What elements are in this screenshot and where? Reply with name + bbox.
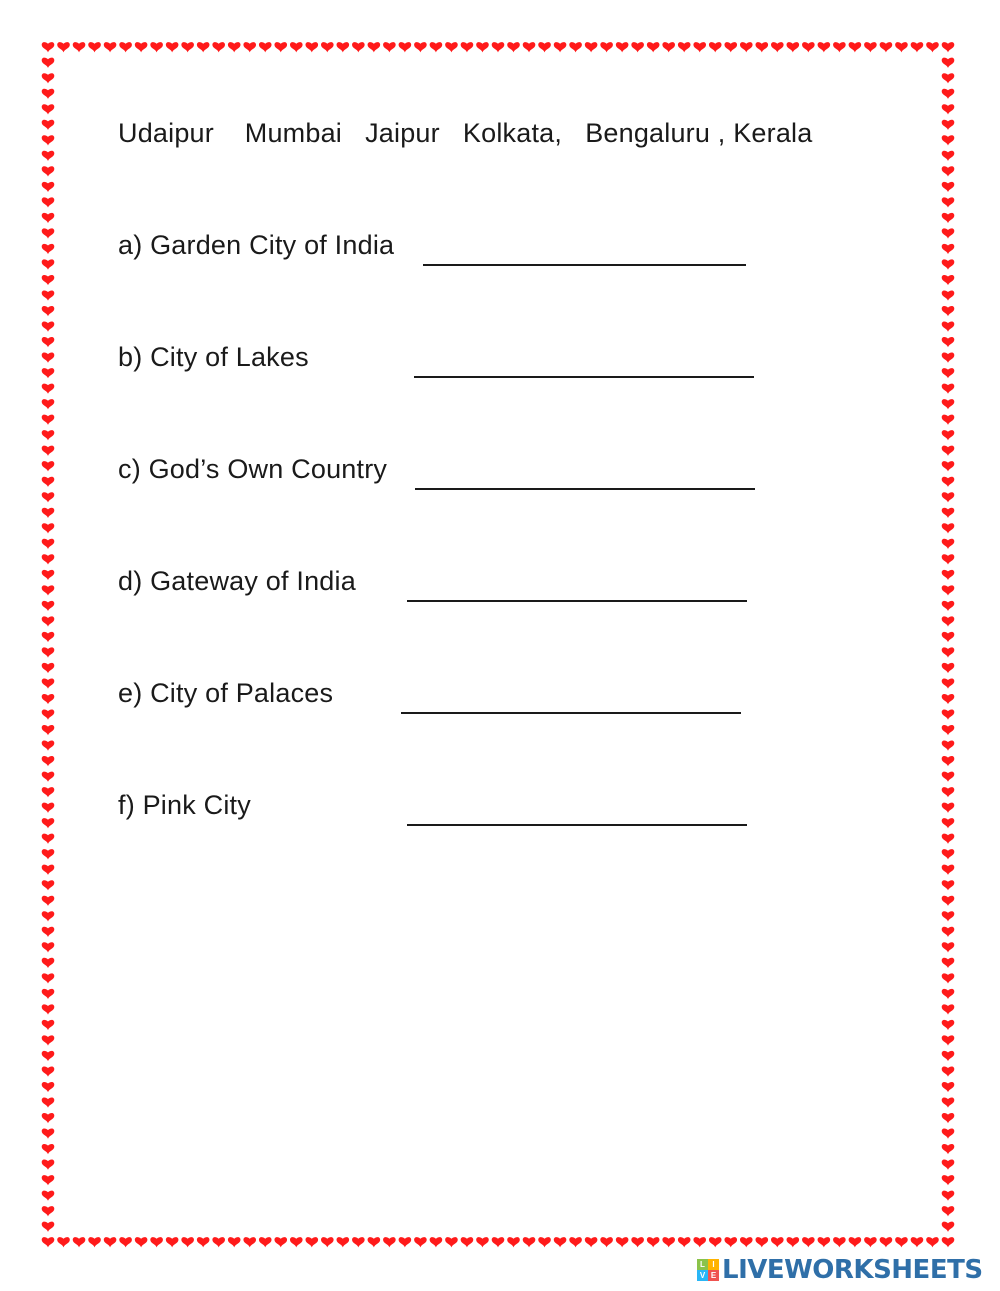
heart-icon (864, 42, 877, 52)
heart-icon (942, 461, 955, 471)
heart-icon (942, 213, 955, 223)
heart-icon (42, 1051, 55, 1061)
heart-icon (942, 42, 955, 52)
heart-icon (119, 1237, 132, 1247)
heart-icon (538, 1237, 551, 1247)
heart-icon (616, 42, 629, 52)
heart-icon (942, 787, 955, 797)
heart-icon (290, 1237, 303, 1247)
heart-icon (42, 89, 55, 99)
heart-icon (942, 1206, 955, 1216)
answer-blank-f[interactable] (407, 824, 747, 826)
answer-blank-b[interactable] (414, 376, 754, 378)
heart-icon (42, 927, 55, 937)
heart-icon (212, 1237, 225, 1247)
heart-icon (42, 725, 55, 735)
heart-icon (942, 678, 955, 688)
heart-icon (42, 306, 55, 316)
heart-icon (42, 166, 55, 176)
heart-icon (507, 42, 520, 52)
heart-icon (42, 958, 55, 968)
heart-icon (42, 818, 55, 828)
heart-icon (135, 1237, 148, 1247)
heart-icon (693, 42, 706, 52)
heart-icon (42, 554, 55, 564)
heart-icon (430, 42, 443, 52)
heart-icon (42, 368, 55, 378)
heart-icon (42, 430, 55, 440)
heart-icon (42, 384, 55, 394)
heart-icon (274, 1237, 287, 1247)
heart-icon (42, 322, 55, 332)
heart-icon (942, 1004, 955, 1014)
heart-icon (197, 42, 210, 52)
heart-icon (942, 399, 955, 409)
heart-icon (42, 58, 55, 68)
heart-icon (42, 151, 55, 161)
heart-icon (740, 42, 753, 52)
heart-icon (554, 42, 567, 52)
heart-icon (942, 135, 955, 145)
heart-icon (849, 42, 862, 52)
heart-icon (833, 1237, 846, 1247)
heart-icon (42, 709, 55, 719)
heart-icon (42, 1082, 55, 1092)
heart-icon (259, 42, 272, 52)
heart-icon (771, 42, 784, 52)
heart-icon (42, 1113, 55, 1123)
heart-icon (942, 570, 955, 580)
heart-icon (337, 42, 350, 52)
heart-icon (942, 1191, 955, 1201)
heart-icon (942, 1051, 955, 1061)
heart-icon (368, 42, 381, 52)
heart-icon (321, 1237, 334, 1247)
heart-icon (352, 1237, 365, 1247)
heart-icon (166, 42, 179, 52)
question-c-label: c) God’s Own Country (118, 454, 388, 484)
heart-icon (740, 1237, 753, 1247)
heart-icon (833, 42, 846, 52)
heart-icon (585, 1237, 598, 1247)
heart-icon (942, 151, 955, 161)
heart-icon (942, 120, 955, 130)
heart-icon (942, 322, 955, 332)
heart-icon (942, 275, 955, 285)
heart-icon (135, 42, 148, 52)
heart-icon (942, 989, 955, 999)
heart-icon (616, 1237, 629, 1247)
heart-icon (693, 1237, 706, 1247)
heart-icon (942, 1020, 955, 1030)
heart-icon (42, 1020, 55, 1030)
heart-icon (895, 1237, 908, 1247)
heart-icon (942, 384, 955, 394)
heart-icon (42, 228, 55, 238)
heart-icon (42, 492, 55, 502)
heart-icon (42, 880, 55, 890)
heart-icon (42, 772, 55, 782)
heart-icon (42, 213, 55, 223)
heart-icon (88, 1237, 101, 1247)
heart-icon (42, 849, 55, 859)
word-bank: Udaipur Mumbai Jaipur Kolkata, Bengaluru , Kerala (118, 118, 813, 148)
heart-icon (787, 42, 800, 52)
heart-icon (709, 42, 722, 52)
answer-blank-d[interactable] (407, 600, 747, 602)
heart-icon (42, 508, 55, 518)
heart-icon (880, 1237, 893, 1247)
heart-icon (42, 570, 55, 580)
heart-icon (818, 1237, 831, 1247)
heart-icon (942, 89, 955, 99)
heart-icon (724, 42, 737, 52)
heart-icon (42, 120, 55, 130)
heart-icon (42, 741, 55, 751)
heart-icon (42, 1222, 55, 1232)
heart-icon (942, 741, 955, 751)
heart-icon (585, 42, 598, 52)
heart-icon (42, 197, 55, 207)
heart-icon (399, 42, 412, 52)
heart-icon (476, 42, 489, 52)
heart-icon (942, 73, 955, 83)
heart-icon (942, 1035, 955, 1045)
heart-icon (492, 1237, 505, 1247)
heart-icon (42, 989, 55, 999)
heart-icon (942, 601, 955, 611)
heart-icon (42, 1097, 55, 1107)
heart-icon (942, 632, 955, 642)
heart-icon (942, 1175, 955, 1185)
heart-icon (942, 818, 955, 828)
heart-icon (942, 368, 955, 378)
liveworksheets-logo-icon: L I V E (697, 1259, 719, 1281)
heart-icon (942, 803, 955, 813)
heart-icon (942, 958, 955, 968)
heart-icon (942, 927, 955, 937)
heart-icon (42, 1175, 55, 1185)
heart-icon (942, 772, 955, 782)
heart-icon (461, 1237, 474, 1247)
heart-icon (414, 1237, 427, 1247)
liveworksheets-logo-text: LIVEWORKSHEETS (722, 1255, 983, 1285)
question-e-label: e) City of Palaces (118, 678, 334, 708)
question-a-label: a) Garden City of India (118, 230, 395, 260)
heart-icon (368, 1237, 381, 1247)
heart-icon (818, 42, 831, 52)
heart-icon (569, 1237, 582, 1247)
heart-icon (507, 1237, 520, 1247)
heart-icon (42, 104, 55, 114)
heart-icon (880, 42, 893, 52)
heart-icon (42, 787, 55, 797)
heart-icon (911, 42, 924, 52)
heart-icon (942, 942, 955, 952)
heart-icon (42, 678, 55, 688)
heart-icon (42, 353, 55, 363)
heart-icon (942, 973, 955, 983)
heart-icon (42, 42, 55, 52)
heart-icon (42, 1035, 55, 1045)
heart-icon (942, 554, 955, 564)
heart-icon (197, 1237, 210, 1247)
heart-icon (942, 1097, 955, 1107)
heart-icon (445, 1237, 458, 1247)
heart-icon (42, 477, 55, 487)
heart-icon (942, 865, 955, 875)
heart-icon (42, 1144, 55, 1154)
heart-icon (42, 663, 55, 673)
heart-icon (476, 1237, 489, 1247)
heart-icon (942, 834, 955, 844)
heart-icon (926, 1237, 939, 1247)
heart-icon (942, 58, 955, 68)
heart-icon (942, 197, 955, 207)
heart-icon (942, 539, 955, 549)
heart-icon (942, 104, 955, 114)
heart-icon (150, 42, 163, 52)
heart-icon (42, 803, 55, 813)
heart-icon (942, 228, 955, 238)
heart-icon (42, 1160, 55, 1170)
heart-icon (42, 337, 55, 347)
heart-icon (678, 1237, 691, 1247)
heart-icon (321, 42, 334, 52)
heart-icon (942, 1222, 955, 1232)
question-d-label: d) Gateway of India (118, 566, 356, 596)
heart-icon (228, 1237, 241, 1247)
heart-icon (42, 259, 55, 269)
heart-icon (678, 42, 691, 52)
heart-icon (42, 73, 55, 83)
heart-icon (57, 1237, 70, 1247)
heart-icon (42, 911, 55, 921)
heart-icon (942, 725, 955, 735)
heart-icon (538, 42, 551, 52)
heart-icon (942, 911, 955, 921)
heart-icon (181, 1237, 194, 1247)
answer-blank-c[interactable] (415, 488, 755, 490)
heart-icon (57, 42, 70, 52)
heart-icon (42, 523, 55, 533)
heart-icon (942, 415, 955, 425)
heart-icon (166, 1237, 179, 1247)
heart-icon (662, 42, 675, 52)
heart-icon (414, 42, 427, 52)
heart-icon (787, 1237, 800, 1247)
heart-icon (662, 1237, 675, 1247)
heart-icon (259, 1237, 272, 1247)
heart-icon (942, 182, 955, 192)
heart-icon (942, 290, 955, 300)
heart-icon (228, 42, 241, 52)
heart-icon (523, 42, 536, 52)
heart-icon (942, 709, 955, 719)
heart-icon (212, 42, 225, 52)
heart-icon (942, 259, 955, 269)
heart-icon (942, 337, 955, 347)
answer-blank-a[interactable] (423, 264, 746, 266)
heart-icon (42, 896, 55, 906)
heart-icon (942, 1082, 955, 1092)
heart-icon (399, 1237, 412, 1247)
heart-icon (42, 834, 55, 844)
heart-icon (42, 446, 55, 456)
heart-icon (73, 1237, 86, 1247)
heart-icon (942, 896, 955, 906)
heart-icon (942, 756, 955, 766)
heart-icon (771, 1237, 784, 1247)
heart-icon (942, 306, 955, 316)
heart-icon (755, 42, 768, 52)
heart-icon (42, 1206, 55, 1216)
heart-icon (243, 42, 256, 52)
heart-icon (383, 42, 396, 52)
heart-icon (42, 694, 55, 704)
question-f-label: f) Pink City (118, 790, 251, 820)
heart-icon (942, 849, 955, 859)
question-b-label: b) City of Lakes (118, 342, 309, 372)
heart-icon (802, 42, 815, 52)
heart-icon (42, 601, 55, 611)
answer-blank-e[interactable] (401, 712, 741, 714)
heart-icon (430, 1237, 443, 1247)
heart-icon (42, 865, 55, 875)
heart-icon (42, 1066, 55, 1076)
heart-icon (942, 446, 955, 456)
heart-icon (647, 42, 660, 52)
heart-icon (523, 1237, 536, 1247)
heart-icon (42, 290, 55, 300)
heart-icon (383, 1237, 396, 1247)
heart-icon (42, 461, 55, 471)
heart-icon (274, 42, 287, 52)
heart-icon (802, 1237, 815, 1247)
heart-icon (119, 42, 132, 52)
heart-icon (290, 42, 303, 52)
heart-icon (305, 1237, 318, 1247)
heart-icon (942, 523, 955, 533)
heart-icon (42, 632, 55, 642)
heart-icon (600, 42, 613, 52)
heart-icon (942, 585, 955, 595)
heart-icon (42, 1237, 55, 1247)
heart-icon (150, 1237, 163, 1247)
heart-icon (911, 1237, 924, 1247)
heart-icon (42, 244, 55, 254)
heart-icon (42, 616, 55, 626)
heart-icon (104, 42, 117, 52)
heart-icon (243, 1237, 256, 1247)
heart-icon (569, 42, 582, 52)
heart-icon (42, 942, 55, 952)
heart-icon (942, 1144, 955, 1154)
heart-icon (42, 1004, 55, 1014)
heart-icon (42, 399, 55, 409)
heart-icon (724, 1237, 737, 1247)
heart-icon (42, 182, 55, 192)
heart-icon (181, 42, 194, 52)
heart-icon (849, 1237, 862, 1247)
heart-icon (42, 585, 55, 595)
heart-icon (461, 42, 474, 52)
heart-icon (895, 42, 908, 52)
heart-icon (864, 1237, 877, 1247)
heart-icon (305, 42, 318, 52)
heart-icon (942, 1160, 955, 1170)
heart-icon (942, 353, 955, 363)
heart-icon (631, 1237, 644, 1247)
heart-icon (942, 1113, 955, 1123)
heart-icon (942, 430, 955, 440)
heart-icon (942, 616, 955, 626)
heart-icon (42, 1191, 55, 1201)
heart-icon (42, 756, 55, 766)
heart-icon (42, 135, 55, 145)
heart-icon (600, 1237, 613, 1247)
heart-icon (926, 42, 939, 52)
heart-icon (88, 42, 101, 52)
heart-icon (942, 647, 955, 657)
heart-icon (73, 42, 86, 52)
heart-icon (352, 42, 365, 52)
heart-icon (647, 1237, 660, 1247)
heart-icon (554, 1237, 567, 1247)
heart-icon (942, 663, 955, 673)
heart-icon (42, 647, 55, 657)
heart-icon (942, 508, 955, 518)
heart-icon (104, 1237, 117, 1247)
heart-icon (445, 42, 458, 52)
heart-icon (942, 880, 955, 890)
heart-icon (42, 1129, 55, 1139)
heart-icon (42, 973, 55, 983)
heart-icon (709, 1237, 722, 1247)
heart-icon (631, 42, 644, 52)
heart-icon (337, 1237, 350, 1247)
heart-icon (942, 492, 955, 502)
heart-icon (942, 477, 955, 487)
heart-icon (755, 1237, 768, 1247)
heart-icon (942, 694, 955, 704)
heart-icon (942, 1237, 955, 1247)
heart-icon (942, 1066, 955, 1076)
heart-icon (942, 244, 955, 254)
heart-icon (942, 166, 955, 176)
heart-icon (492, 42, 505, 52)
heart-icon (42, 539, 55, 549)
heart-icon (42, 415, 55, 425)
heart-icon (42, 275, 55, 285)
heart-icon (942, 1129, 955, 1139)
liveworksheets-logo[interactable] (697, 1255, 983, 1285)
